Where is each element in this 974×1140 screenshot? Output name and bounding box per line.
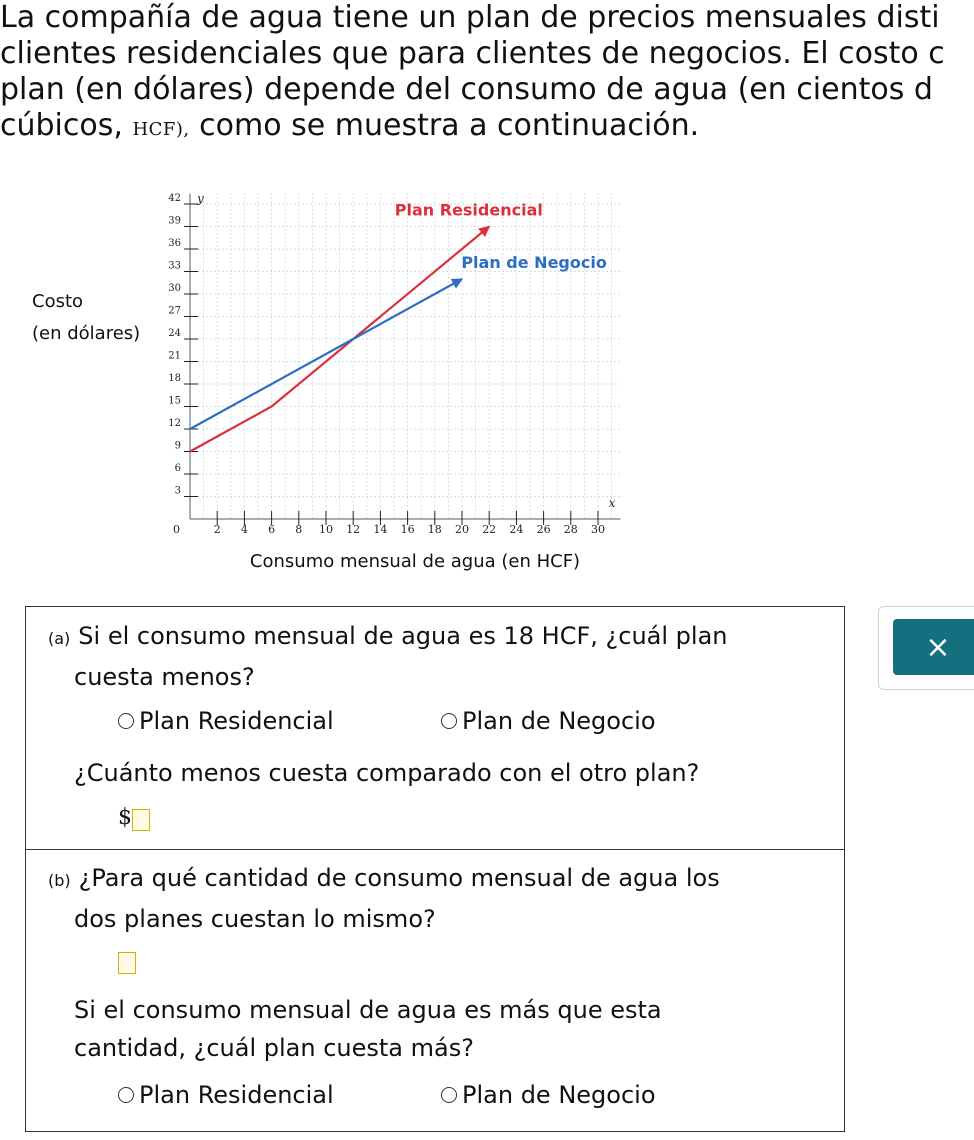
part-b-option-negocio-label: Plan de Negocio	[462, 1081, 656, 1109]
x-axis-title: Consumo mensual de agua (en HCF)	[249, 551, 581, 572]
part-b-followup-line-1: Si el consumo mensual de agua es más que esta	[74, 996, 662, 1024]
x-tick-label: 24	[509, 523, 524, 536]
y-tick-label: 36	[168, 238, 181, 249]
part-b-question-line-2: dos planes cuestan lo mismo?	[74, 905, 436, 933]
x-tick-label: 18	[427, 523, 442, 536]
x-tick-label: 26	[536, 523, 551, 536]
intro-line-4-start: cúbicos,	[0, 108, 133, 143]
y-tick-label: 15	[168, 395, 181, 407]
radio-circle-icon[interactable]	[118, 713, 134, 729]
x-tick-label: 12	[346, 523, 361, 536]
y-axis-title	[32, 286, 140, 350]
y-tick-label: 33	[168, 260, 181, 272]
part-b-followup-line-2: cantidad, ¿cuál plan cuesta más?	[74, 1034, 474, 1062]
part-a-label: (a)	[48, 629, 71, 648]
x-tick-label: 2	[213, 523, 221, 536]
x-tick-label: 22	[482, 523, 497, 536]
y-tick-label: 24	[168, 328, 181, 339]
y-tick-label: 39	[168, 215, 181, 227]
y-tick-label: 12	[168, 418, 181, 429]
intro-line-4-end: como se muestra a continuación.	[189, 108, 700, 143]
part-a-question-line-1: Si el consumo mensual de agua es 18 HCF, ¿cuál plan	[78, 622, 728, 650]
y-tick-label: 6	[174, 463, 181, 474]
problem-statement	[0, 0, 974, 182]
part-b-label: (b)	[48, 871, 71, 890]
part-b	[26, 849, 844, 1131]
part-b-option-negocio[interactable]	[441, 1081, 656, 1109]
x-tick-label: 10	[319, 523, 333, 536]
hcf-abbreviation: HCF),	[132, 119, 190, 140]
part-a-answer-row	[118, 805, 150, 831]
x-tick-label: 28	[563, 523, 578, 536]
x-tick-label: 8	[295, 523, 303, 536]
y-tick-label: 42	[168, 193, 181, 204]
y-axis-title-line-2: (en dólares)	[32, 323, 141, 344]
part-a-question-line-2: cuesta menos?	[74, 663, 255, 691]
y-tick-label: 3	[174, 485, 181, 497]
y-axis-letter: y	[197, 191, 204, 206]
series-label-negocio: Plan de Negocio	[461, 252, 607, 272]
part-a-question	[48, 617, 727, 696]
side-panel	[878, 606, 974, 690]
close-icon: ×	[925, 629, 951, 665]
x-tick-label: 6	[268, 523, 276, 536]
cost-line-chart	[150, 180, 660, 540]
intro-line-2: clientes residenciales que para clientes de negocios. El costo c	[0, 36, 945, 71]
part-b-question	[48, 859, 720, 938]
currency-symbol: $	[118, 805, 132, 830]
part-b-answer-row	[118, 952, 136, 974]
close-button[interactable]	[893, 619, 974, 675]
series-label-residencial: Plan Residencial	[394, 200, 543, 220]
part-a-followup: ¿Cuánto menos cuesta comparado con el otro plan?	[74, 759, 700, 787]
x-tick-label: 30	[591, 523, 605, 536]
part-b-option-residencial-label: Plan Residencial	[139, 1081, 334, 1109]
x-tick-label: 20	[455, 523, 469, 536]
y-tick-label: 30	[168, 283, 181, 294]
radio-circle-icon[interactable]	[441, 1087, 457, 1103]
part-b-followup	[74, 991, 662, 1067]
part-b-consumption-input[interactable]	[118, 952, 136, 974]
part-a-amount-input[interactable]	[132, 809, 150, 831]
y-tick-label: 9	[174, 440, 181, 452]
intro-line-1: La compañía de agua tiene un plan de precios mensuales disti	[0, 0, 940, 35]
x-tick-label: 16	[400, 523, 415, 536]
x-tick-label: 4	[240, 523, 248, 536]
y-tick-label: 27	[168, 305, 181, 317]
radio-circle-icon[interactable]	[118, 1087, 134, 1103]
part-a-option-residencial-label: Plan Residencial	[139, 707, 334, 735]
y-tick-label: 21	[168, 350, 181, 362]
y-tick-label: 18	[168, 373, 181, 384]
part-b-option-residencial[interactable]	[118, 1081, 334, 1109]
origin-label: 0	[173, 523, 180, 536]
part-a-option-negocio-label: Plan de Negocio	[462, 707, 656, 735]
part-a	[26, 607, 844, 850]
x-axis-letter: x	[608, 496, 616, 510]
question-panel	[25, 606, 845, 1132]
radio-circle-icon[interactable]	[441, 713, 457, 729]
intro-line-4	[0, 108, 974, 144]
y-axis-title-line-1: Costo	[32, 291, 84, 312]
part-a-option-negocio[interactable]	[441, 707, 656, 735]
intro-line-3: plan (en dólares) depende del consumo de agua (en cientos d	[0, 72, 933, 107]
x-tick-label: 14	[373, 523, 388, 536]
part-a-option-residencial[interactable]	[118, 707, 334, 735]
part-b-question-line-1: ¿Para qué cantidad de consumo mensual de agua los	[78, 864, 720, 892]
